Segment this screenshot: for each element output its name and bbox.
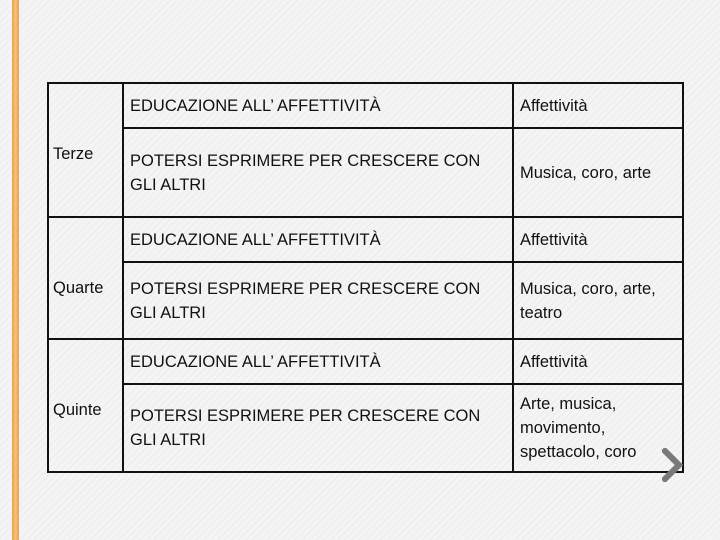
table-row bbox=[48, 83, 683, 128]
schedule-table bbox=[47, 82, 684, 473]
project-title: EDUCAZIONE ALL’ AFFETTIVITÀ bbox=[123, 83, 513, 128]
accent-bar bbox=[12, 0, 19, 540]
project-activities: Affettività bbox=[513, 217, 683, 262]
project-activities: Musica, coro, arte, teatro bbox=[513, 262, 683, 339]
chevron-right-icon[interactable] bbox=[662, 448, 684, 482]
project-title: EDUCAZIONE ALL’ AFFETTIVITÀ bbox=[123, 339, 513, 384]
project-title: POTERSI ESPRIMERE PER CRESCERE CON GLI ALTRI bbox=[123, 384, 513, 472]
project-activities: Arte, musica, movimento, spettacolo, coro bbox=[513, 384, 683, 472]
project-activities: Musica, coro, arte bbox=[513, 128, 683, 217]
project-activities: Affettività bbox=[513, 339, 683, 384]
class-label: Quarte bbox=[48, 217, 123, 339]
table-row bbox=[48, 384, 683, 472]
table-row bbox=[48, 128, 683, 217]
table-row bbox=[48, 339, 683, 384]
table-row bbox=[48, 262, 683, 339]
class-label: Terze bbox=[48, 83, 123, 217]
project-title: POTERSI ESPRIMERE PER CRESCERE CON GLI ALTRI bbox=[123, 128, 513, 217]
class-label: Quinte bbox=[48, 339, 123, 472]
project-title: POTERSI ESPRIMERE PER CRESCERE CON GLI ALTRI bbox=[123, 262, 513, 339]
table-row bbox=[48, 217, 683, 262]
project-title: EDUCAZIONE ALL’ AFFETTIVITÀ bbox=[123, 217, 513, 262]
project-activities: Affettività bbox=[513, 83, 683, 128]
